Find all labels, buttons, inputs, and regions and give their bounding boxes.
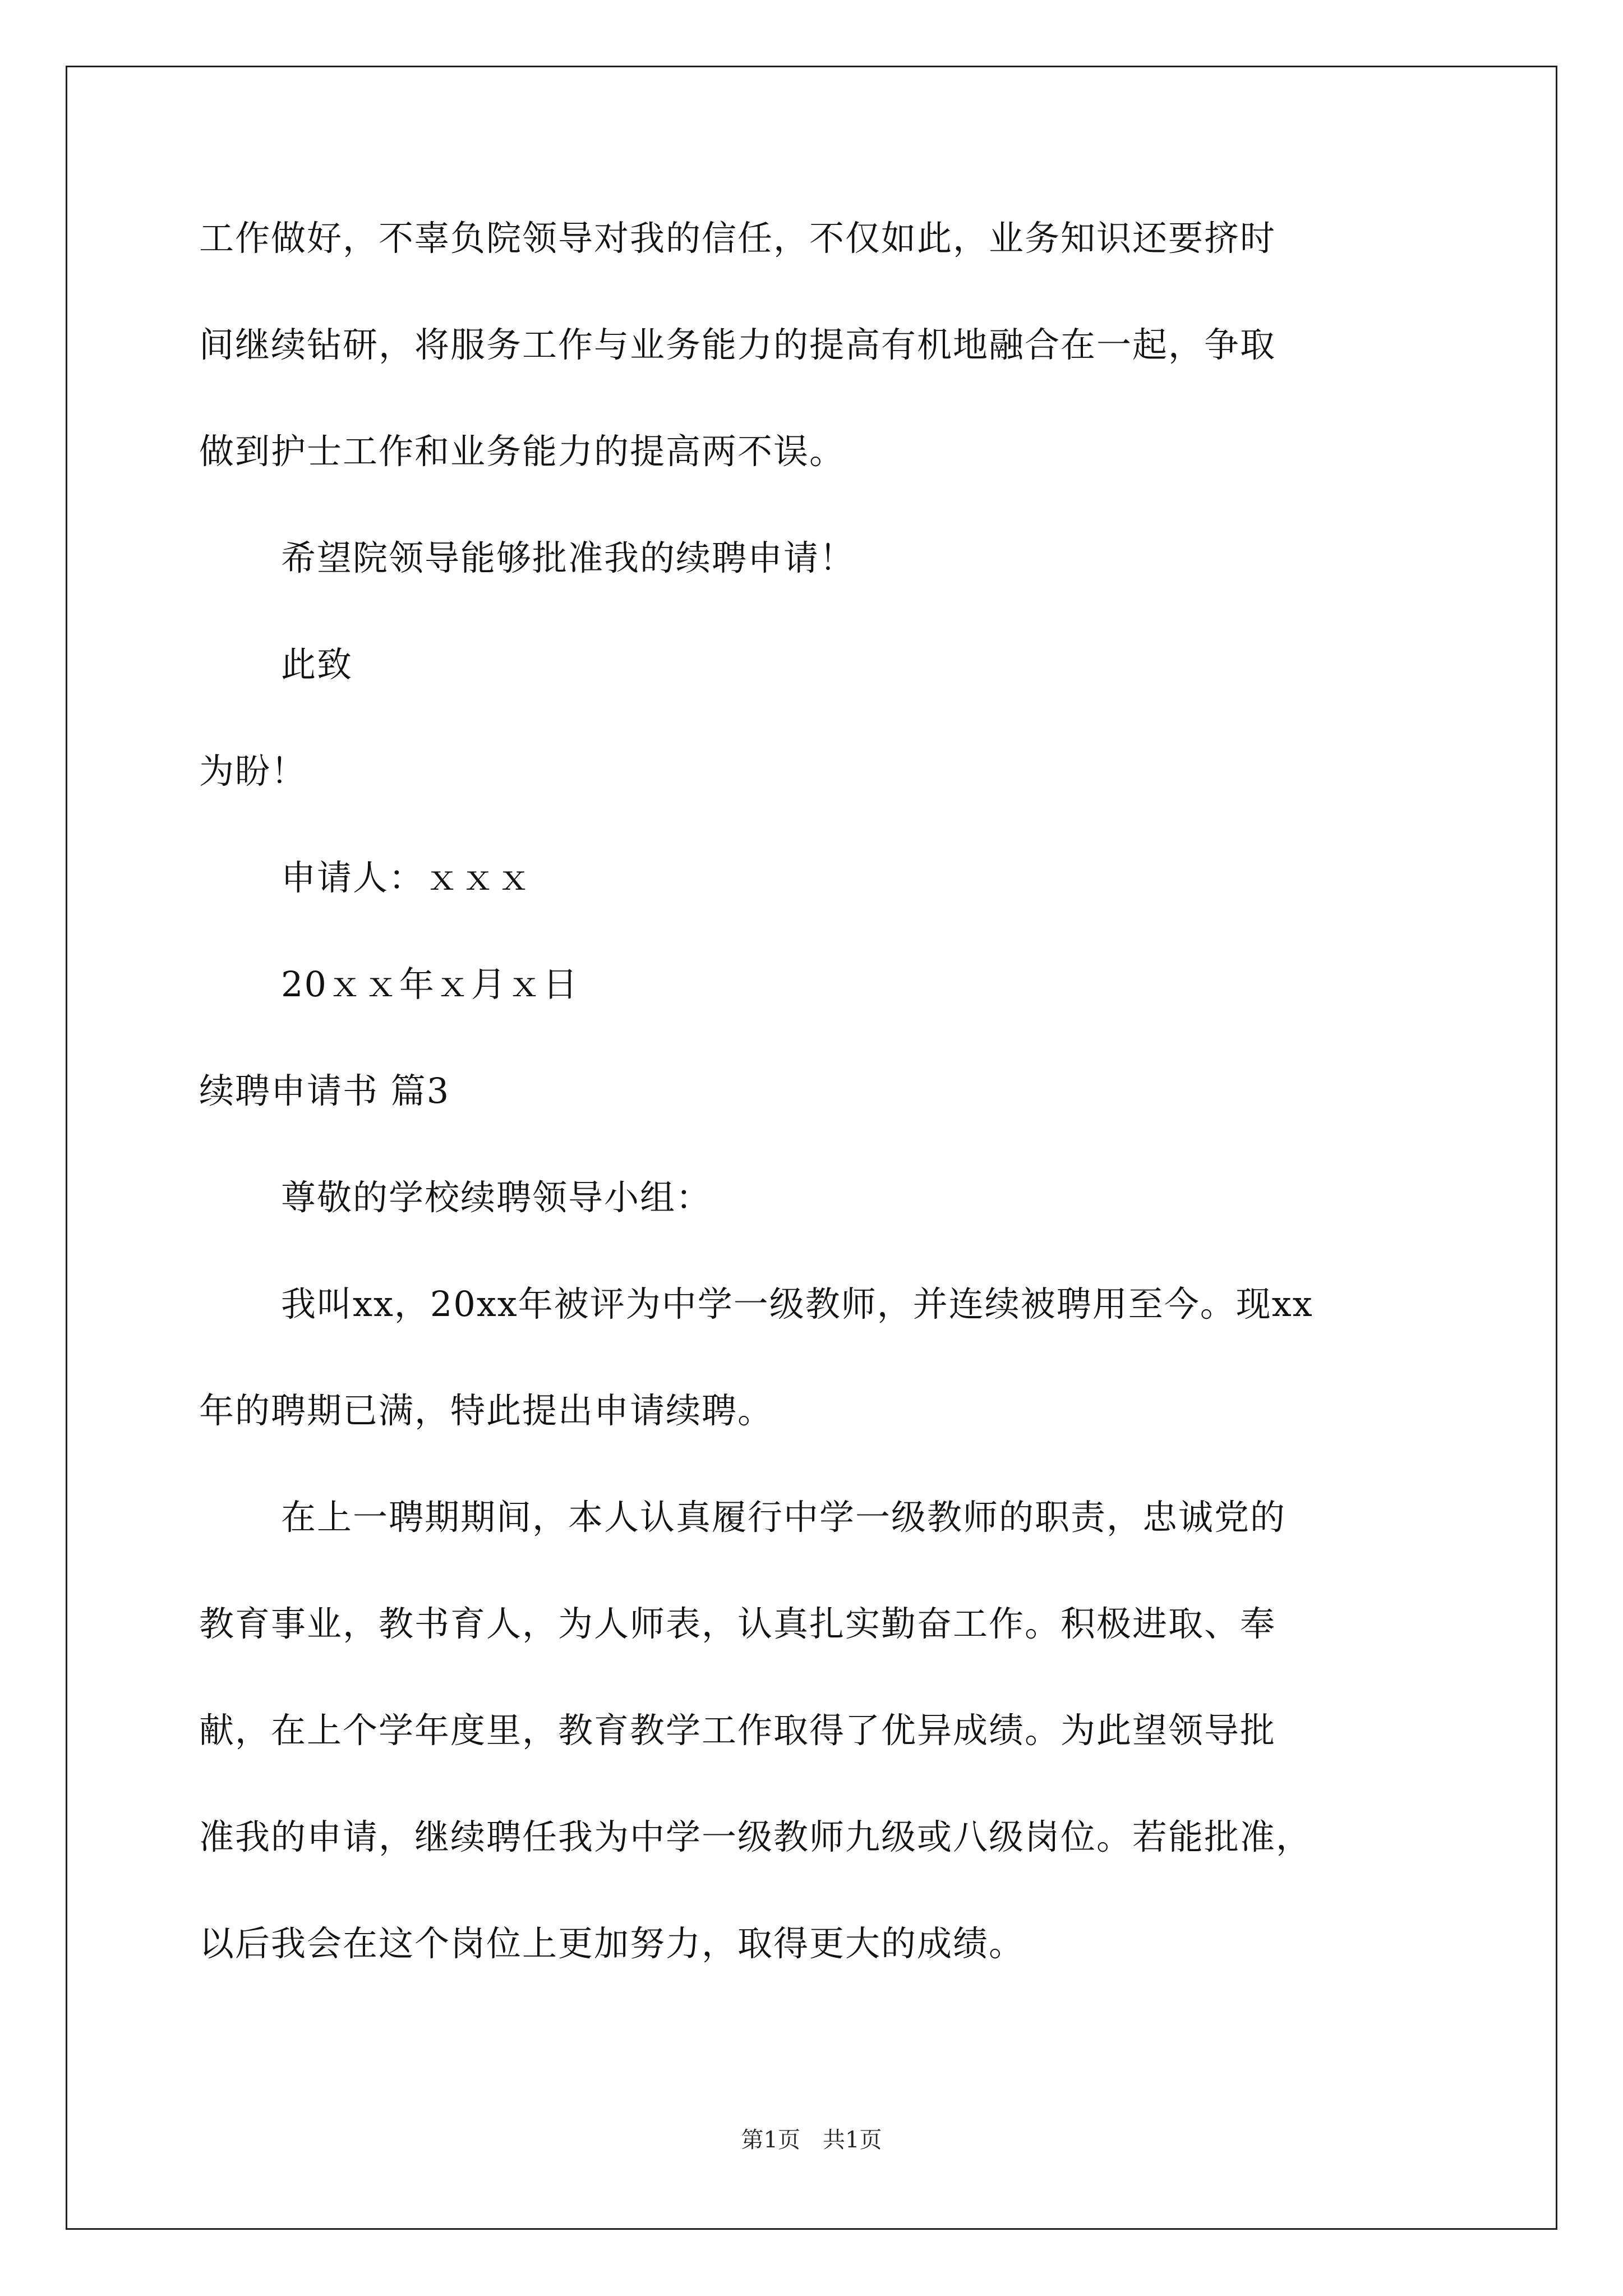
closing-salutation: 此致	[281, 644, 353, 685]
paragraph-line: 做到护士工作和业务能力的提高两不误。	[199, 431, 846, 472]
paragraph-line: 献，在上个学年度里，教育教学工作取得了优异成绩。为此望领导批	[199, 1710, 1276, 1751]
signature-date: 20ｘｘ年ｘ月ｘ日	[281, 964, 579, 1005]
applicant-signature: 申请人：ｘｘｘ	[281, 857, 533, 898]
paragraph-line: 在上一聘期期间，本人认真履行中学一级教师的职责，忠诚党的	[281, 1497, 1287, 1538]
paragraph-line: 教育事业，教书育人，为人师表，认真扎实勤奋工作。积极进取、奉	[199, 1603, 1276, 1644]
letter-salutation: 尊敬的学校续聘领导小组：	[281, 1177, 712, 1218]
closing-remark: 为盼！	[199, 751, 307, 792]
paragraph-line: 准我的申请，继续聘任我为中学一级教师九级或八级岗位。若能批准，	[199, 1816, 1312, 1857]
section-heading: 续聘申请书 篇3	[199, 1070, 450, 1111]
page-footer: 第1页 共1页	[741, 2127, 882, 2153]
paragraph-line: 希望院领导能够批准我的续聘申请！	[281, 537, 856, 578]
paragraph-line: 我叫xx，20xx年被评为中学一级教师，并连续被聘用至今。现xx	[281, 1283, 1313, 1324]
paragraph-line: 间继续钻研，将服务工作与业务能力的提高有机地融合在一起，争取	[199, 324, 1276, 365]
paragraph-line: 年的聘期已满，特此提出申请续聘。	[199, 1390, 774, 1431]
paragraph-line: 以后我会在这个岗位上更加努力，取得更大的成绩。	[199, 1923, 1025, 1964]
paragraph-line: 工作做好，不辜负院领导对我的信任，不仅如此，业务知识还要挤时	[199, 218, 1276, 259]
page-border	[66, 66, 1557, 2230]
